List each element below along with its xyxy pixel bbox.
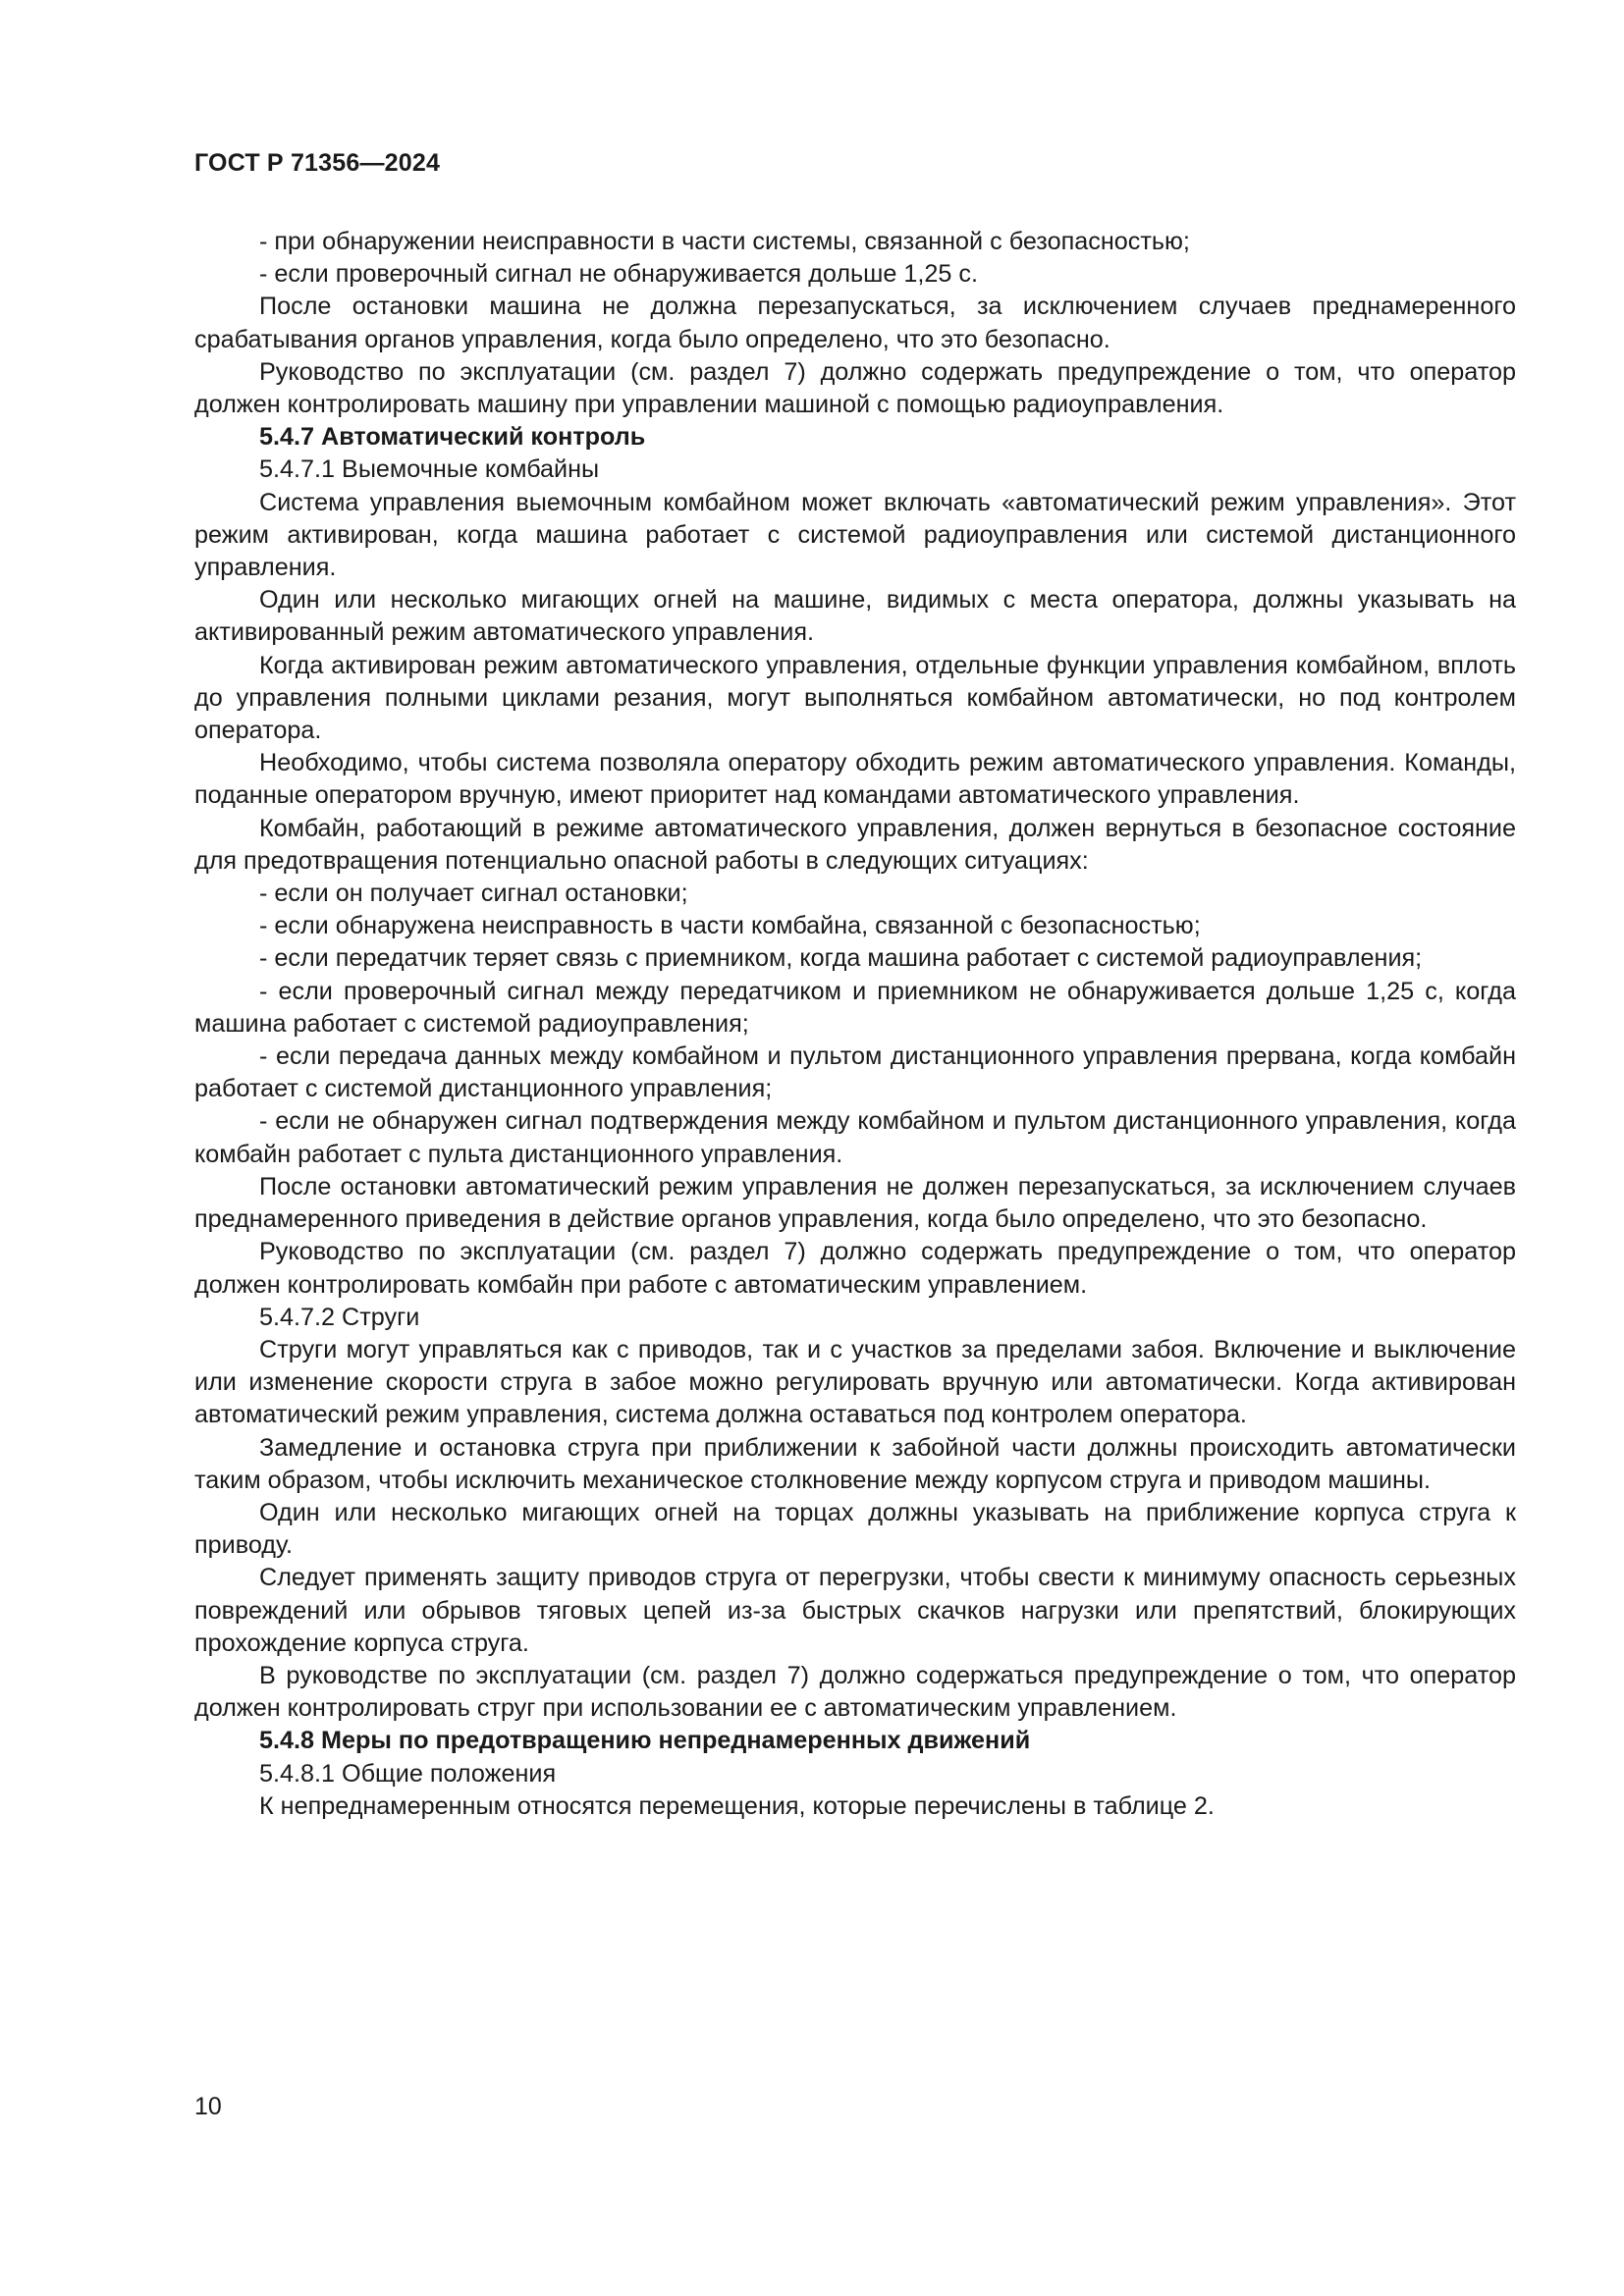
section-heading-5-4-8: 5.4.8 Меры по предотвращению непреднамеренных движений [259, 1727, 1031, 1755]
list-item: - если он получает сигнал остановки; [259, 880, 688, 908]
list-item: - если передача данных между комбайном и пультом дистанционного управления прервана, когда комбайн работает с системой дистанционного управления; [194, 1042, 1516, 1103]
list-item: - если передатчик теряет связь с приемником, когда машина работает с системой радиоуправления; [259, 944, 1423, 973]
paragraph: К непреднамеренным относятся перемещения, которые перечислены в таблице 2. [259, 1791, 1215, 1820]
subsection-heading-5-4-7-1: 5.4.7.1 Выемочные комбайны [259, 455, 600, 484]
paragraph: - при обнаружении неисправности в части системы, связанной с безопасностью; [259, 228, 1190, 255]
document-code-header: ГОСТ Р 71356—2024 [194, 149, 441, 177]
page-number: 10 [194, 2093, 222, 2120]
paragraph: Замедление и остановка струга при приближении к забойной части должны происходить автоматически таким образом, чтобы исключить механическое столкновение между корпусом струга и приводом машины. [194, 1433, 1516, 1494]
section-heading-5-4-7: 5.4.7 Автоматический контроль [259, 423, 646, 452]
list-item: - если не обнаружен сигнал подтверждения между комбайном и пультом дистанционного управления, когда комбайн работает с пульта дистанционного управления. [194, 1107, 1516, 1168]
paragraph: Система управления выемочным комбайном может включать «автоматический режим управления». Этот режим активирован, когда машина работает с системой радиоуправления или системой дистанционного управления. [194, 488, 1516, 582]
paragraph: В руководстве по эксплуатации (см. раздел 7) должно содержаться предупреждение о том, что оператор должен контролировать струг при использовании ее с автоматическим управлением. [194, 1661, 1516, 1723]
subsection-heading-5-4-8-1: 5.4.8.1 Общие положения [259, 1759, 557, 1788]
paragraph: Следует применять защиту приводов струга от перегрузки, чтобы свести к минимуму опасность серьезных повреждений или обрывов тяговых цепей из-за быстрых скачков нагрузки или препятствий, блокирующих прохождение корпуса струга. [194, 1564, 1516, 1657]
document-body [194, 226, 1516, 1823]
paragraph: Комбайн, работающий в режиме автоматического управления, должен вернуться в безопасное состояние для предотвращения потенциально опасной работы в следующих ситуациях: [194, 814, 1516, 875]
paragraph: Струги могут управляться как с приводов, так и с участков за пределами забоя. Включение и выключение или изменение скорости струга в забое можно регулировать вручную или автоматически. Когда активирован автоматический режим управления, система должна оставаться под контролем оператора. [194, 1335, 1516, 1429]
paragraph: После остановки машина не должна перезапускаться, за исключением случаев преднамеренного срабатывания органов управления, когда было определено, что это безопасно. [194, 293, 1516, 353]
paragraph: Руководство по эксплуатации (см. раздел 7) должно содержать предупреждение о том, что оператор должен контролировать комбайн при работе с автоматическим управлением. [194, 1238, 1516, 1299]
paragraph: Руководство по эксплуатации (см. раздел 7) должно содержать предупреждение о том, что оператор должен контролировать машину при управлении машиной с помощью радиоуправления. [194, 357, 1516, 419]
subsection-heading-5-4-7-2: 5.4.7.2 Струги [259, 1303, 420, 1331]
paragraph: Когда активирован режим автоматического управления, отдельные функции управления комбайном, вплоть до управления полными циклами резания, могут выполняться комбайном автоматически, но под контролем оператора. [194, 651, 1516, 745]
paragraph: После остановки автоматический режим управления не должен перезапускаться, за исключением случаев преднамеренного приведения в действие органов управления, когда было определено, что это безопасно. [194, 1172, 1516, 1234]
paragraph: Необходимо, чтобы система позволяла оператору обходить режим автоматического управления. Команды, поданные оператором вручную, имеют приоритет над командами автоматического управления. [194, 749, 1516, 810]
paragraph: Один или несколько мигающих огней на торцах должны указывать на приближение корпуса струга к приводу. [194, 1498, 1516, 1560]
list-item: - если обнаружена неисправность в части комбайна, связанной с безопасностью; [259, 912, 1201, 940]
paragraph: - если проверочный сигнал не обнаруживается дольше 1,25 с. [259, 260, 978, 289]
paragraph: Один или несколько мигающих огней на машине, видимых с места оператора, должны указывать на активированный режим автоматического управления. [194, 586, 1516, 647]
list-item: - если проверочный сигнал между передатчиком и приемником не обнаруживается дольше 1,25 с, когда машина работает с системой радиоуправления; [194, 977, 1516, 1038]
